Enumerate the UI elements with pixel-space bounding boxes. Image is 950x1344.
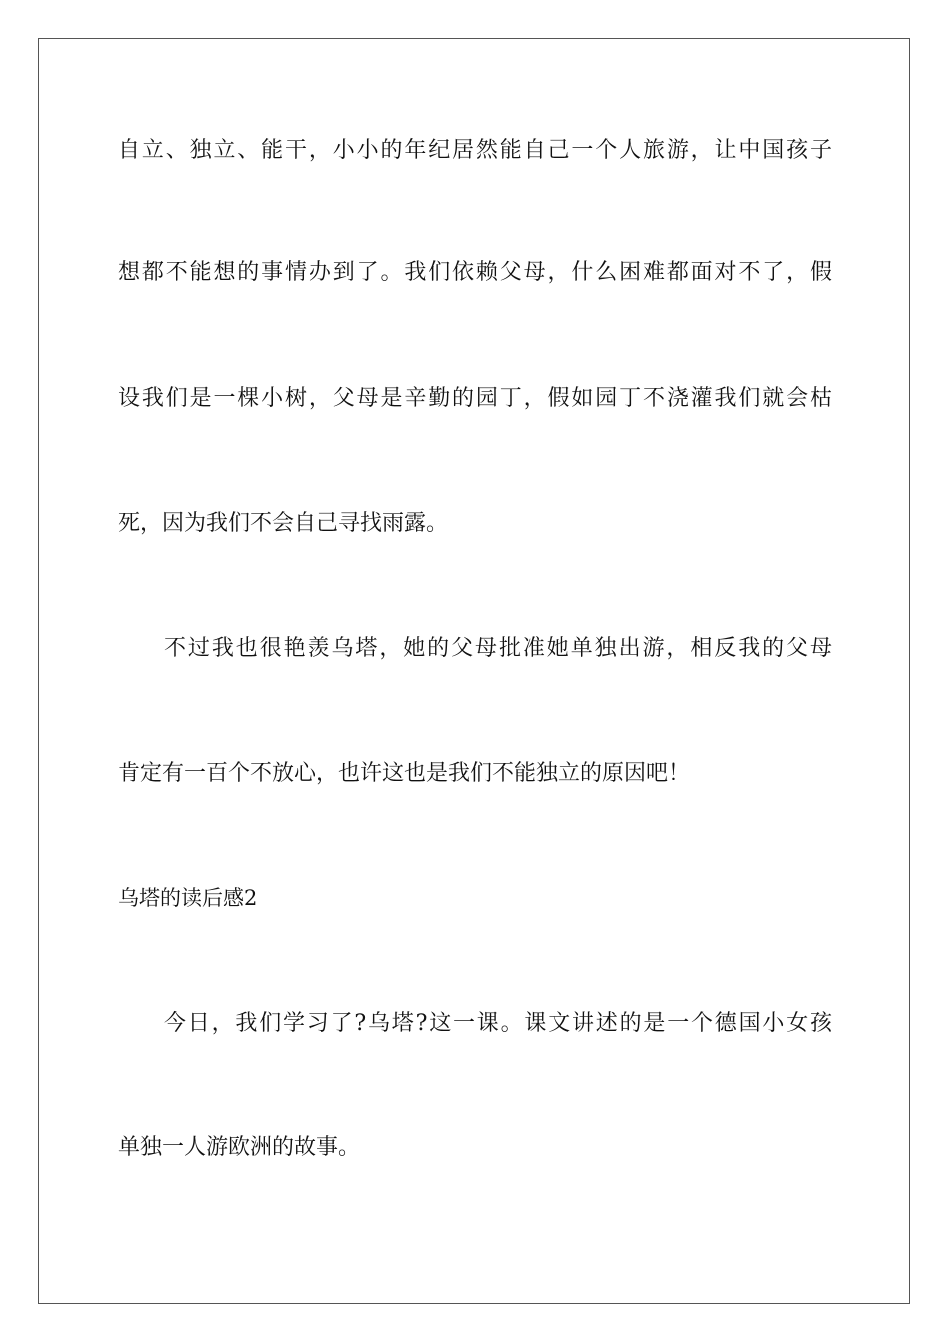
text-line: 肯定有一百个不放心，也许这也是我们不能独立的原因吧！	[118, 761, 691, 786]
text-line: 设我们是一棵小树，父母是辛勤的园丁，假如园丁不浇灌我们就会枯	[118, 386, 832, 411]
text-line: 今日，我们学习了?乌塔?这一课。课文讲述的是一个德国小女孩	[164, 1011, 832, 1036]
text-line: 不过我也很艳羡乌塔，她的父母批准她单独出游，相反我的父母	[164, 636, 832, 661]
section-heading: 乌塔的读后感2	[118, 886, 258, 910]
text-line: 单独一人游欧洲的故事。	[118, 1135, 361, 1160]
page-border	[38, 38, 910, 1304]
text-line: 自立、独立、能干，小小的年纪居然能自己一个人旅游，让中国孩子	[118, 138, 832, 163]
text-line: 死，因为我们不会自己寻找雨露。	[118, 511, 449, 536]
text-line: 想都不能想的事情办到了。我们依赖父母，什么困难都面对不了，假	[118, 260, 832, 285]
